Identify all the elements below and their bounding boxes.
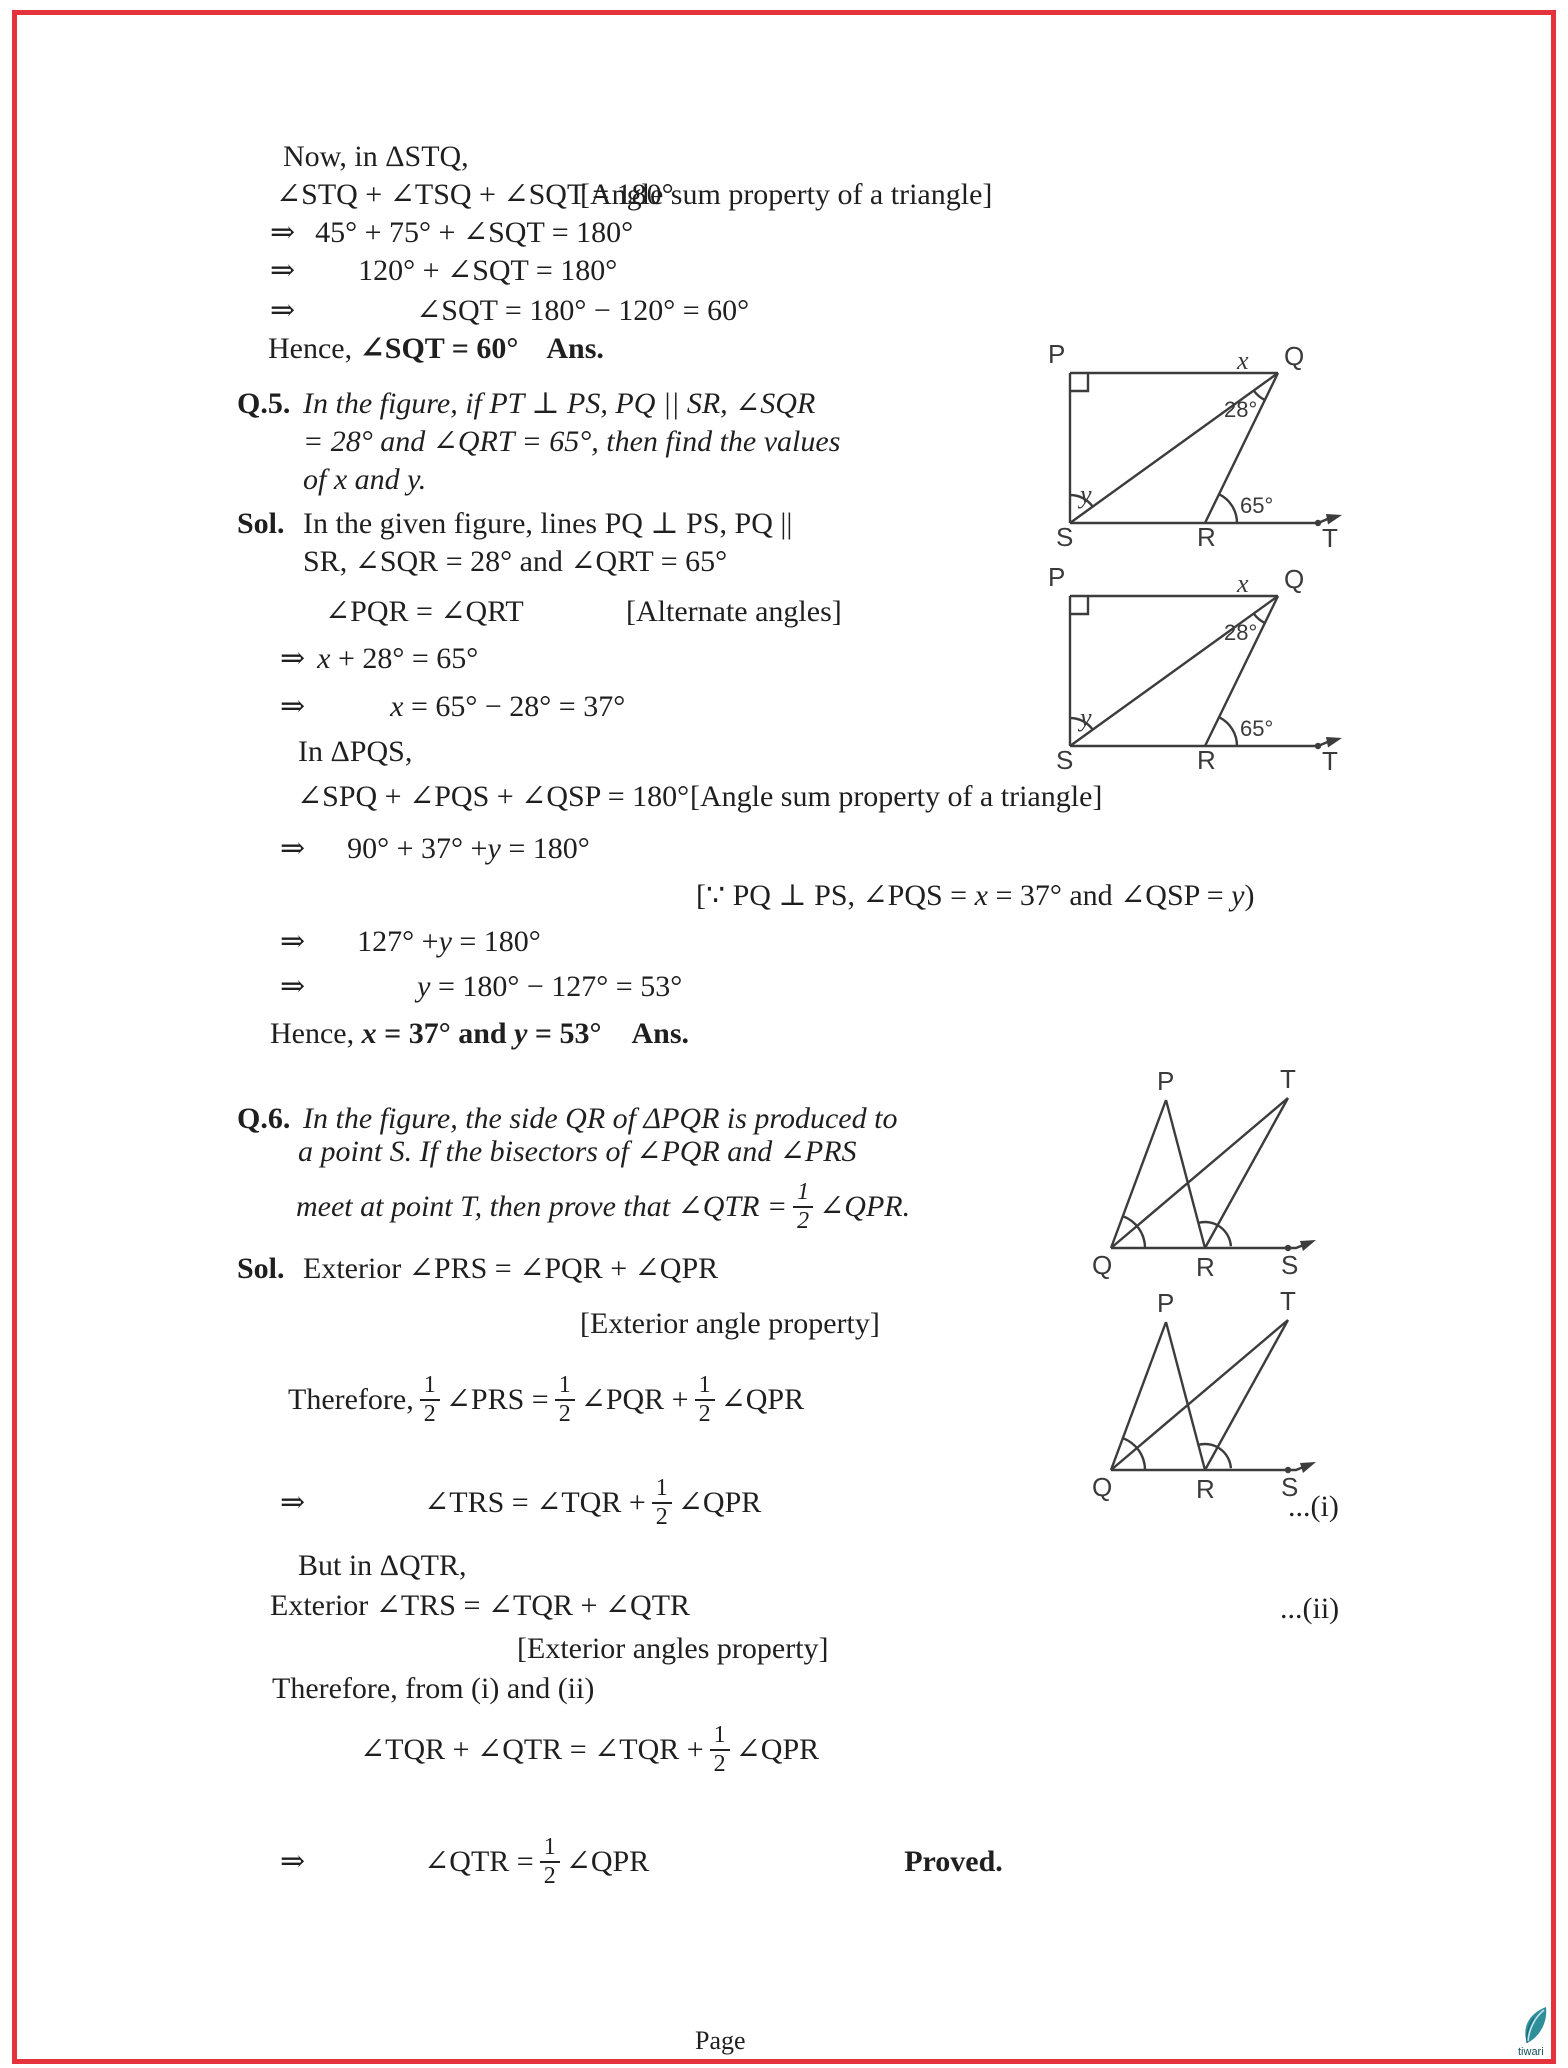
solution-line: But in ΔQTR, bbox=[298, 1549, 467, 1582]
vertex-label-q: Q bbox=[1284, 341, 1305, 371]
vertex-label-t: T bbox=[1322, 523, 1338, 548]
solution-line: SR, ∠SQR = 28° and ∠QRT = 65° bbox=[303, 545, 728, 578]
question-5 bbox=[237, 385, 815, 423]
solution-conclusion: Hence, ∠SQT = 60° Ans. bbox=[268, 332, 604, 365]
right-angle-mark bbox=[1070, 596, 1088, 614]
vertex-label-r: R bbox=[1197, 745, 1216, 771]
equation: + 28° = 65° bbox=[330, 642, 479, 675]
equation-note: [Exterior angle property] bbox=[580, 1307, 880, 1340]
solution-6 bbox=[237, 1250, 718, 1288]
vertex-label-p: P bbox=[1048, 339, 1066, 369]
page-footer-label: Page bbox=[695, 2026, 746, 2055]
implies-icon: ⇒ bbox=[280, 970, 306, 1003]
ans-label: Ans. bbox=[631, 1017, 690, 1050]
equation: ∠TQR + ∠QTR = ∠TQR + bbox=[360, 1733, 704, 1766]
q6-figure-svg bbox=[1078, 1070, 1353, 1280]
vertex-label-s: S bbox=[1281, 1472, 1299, 1502]
ray-arrowhead bbox=[1300, 1240, 1316, 1251]
leaf-logo-icon bbox=[1516, 2006, 1560, 2046]
question-text: meet at point T, then prove that ∠QTR = $\frac{1}{2}$ ∠QPR. bbox=[296, 1178, 911, 1234]
implies-icon: ⇒ bbox=[280, 832, 306, 865]
equation: ∠STQ + ∠TSQ + ∠SQT = 180° bbox=[276, 178, 674, 211]
ray-dot bbox=[1315, 743, 1321, 749]
vertex-label-t: T bbox=[1280, 1292, 1296, 1316]
solution-line: Therefore, $\frac{1}{2}$ ∠PRS = $\frac{1}{2}$ ∠PQR + $\frac{1}{2}$ ∠QPR bbox=[288, 1371, 805, 1427]
implies-icon: ⇒ bbox=[280, 690, 306, 723]
solution-line: ⇒ x + 28° = 65° bbox=[280, 640, 478, 678]
fraction-half: $\frac{1}{2}$ bbox=[652, 1476, 672, 1530]
q5-figure-2 bbox=[1040, 556, 1345, 771]
question-number: Q.5. bbox=[237, 387, 291, 420]
solution-5 bbox=[237, 505, 792, 543]
equation: ∠TRS = ∠TQR + bbox=[424, 1486, 646, 1519]
implies-icon: ⇒ bbox=[280, 1845, 306, 1878]
angle-x-label: x bbox=[1237, 569, 1249, 598]
vertex-label-s: S bbox=[1056, 745, 1074, 771]
vertex-label-s: S bbox=[1056, 522, 1074, 548]
fraction-half: $\frac{1}{2}$ bbox=[420, 1373, 440, 1427]
fraction-half: $\frac{1}{2}$ bbox=[793, 1180, 813, 1234]
solution-line bbox=[270, 1587, 690, 1625]
equation-ref-ii: ...(ii) bbox=[1280, 1592, 1340, 1625]
vertex-label-t: T bbox=[1280, 1070, 1296, 1094]
fraction-half: $\frac{1}{2}$ bbox=[555, 1373, 575, 1427]
fraction-half: $\frac{1}{2}$ bbox=[540, 1835, 560, 1889]
implies-icon: ⇒ bbox=[270, 254, 296, 287]
equation-note: [Angle sum property of a triangle] bbox=[580, 178, 993, 211]
fraction-half: $\frac{1}{2}$ bbox=[695, 1373, 715, 1427]
solution-line bbox=[270, 292, 749, 330]
angle-28-label: 28° bbox=[1224, 397, 1258, 422]
right-angle-mark bbox=[1070, 373, 1088, 391]
vertex-label-q: Q bbox=[1092, 1472, 1113, 1502]
equation: ∠SQT = 180° − 120° = 60° bbox=[416, 294, 750, 327]
solution-line bbox=[283, 138, 469, 176]
vertex-label-s: S bbox=[1281, 1250, 1299, 1280]
implies-icon: ⇒ bbox=[280, 925, 306, 958]
implies-icon: ⇒ bbox=[280, 1486, 306, 1519]
equation: Exterior ∠TRS = ∠TQR + ∠QTR bbox=[270, 1589, 691, 1622]
solution-line: Therefore, from (i) and (ii) bbox=[272, 1672, 595, 1705]
angle-65-label: 65° bbox=[1240, 493, 1274, 518]
question-text: of x and y. bbox=[303, 463, 427, 496]
angle-y-label: y bbox=[1080, 480, 1092, 509]
solution-line bbox=[270, 214, 633, 252]
ray-qrs bbox=[1111, 1466, 1306, 1470]
ray-dot bbox=[1315, 520, 1321, 526]
question-text: = 28° and ∠QRT = 65°, then find the values bbox=[303, 425, 841, 458]
equation-note: [Exterior angles property] bbox=[517, 1632, 829, 1665]
vertex-label-p: P bbox=[1157, 1070, 1175, 1096]
equation: = 180° − 127° = 53° bbox=[430, 970, 683, 1003]
ray-qrs bbox=[1111, 1244, 1306, 1248]
equation: 127° + bbox=[357, 925, 439, 958]
sol-label: Sol. bbox=[237, 1252, 285, 1285]
solution-line: ⇒ ∠TRS = ∠TQR + $\frac{1}{2}$ ∠QPR bbox=[280, 1474, 762, 1530]
equation: ∠QTR = bbox=[424, 1845, 534, 1878]
angle-y-label: y bbox=[1080, 703, 1092, 732]
angle-arc-r bbox=[1219, 494, 1237, 523]
vertex-label-t: T bbox=[1322, 746, 1338, 771]
vertex-label-p: P bbox=[1048, 562, 1066, 592]
vertex-label-r: R bbox=[1197, 522, 1216, 548]
question-text: In the figure, the side QR of ΔPQR is produced to bbox=[303, 1102, 898, 1135]
text: In the given figure, lines PQ ⊥ PS, PQ || bbox=[303, 507, 793, 540]
vertex-label-r: R bbox=[1196, 1252, 1215, 1280]
vertex-label-q: Q bbox=[1092, 1250, 1113, 1280]
solution-line: In ΔPQS, bbox=[298, 735, 413, 768]
equation: Exterior ∠PRS = ∠PQR + ∠QPR bbox=[303, 1252, 719, 1285]
solution-line bbox=[325, 593, 524, 631]
angle-arc-r bbox=[1219, 717, 1237, 746]
q5-figure-svg bbox=[1040, 333, 1345, 548]
q5-figure-1 bbox=[1040, 333, 1345, 548]
equation: ∠SPQ + ∠PQS + ∠QSP = 180° bbox=[297, 780, 690, 813]
vertex-label-q: Q bbox=[1284, 564, 1305, 594]
proved-label: Proved. bbox=[904, 1845, 1003, 1878]
equation: = 65° − 28° = 37° bbox=[403, 690, 626, 723]
solution-conclusion: Hence, x = 37° and y = 53° Ans. bbox=[270, 1017, 690, 1050]
equation: 120° + ∠SQT = 180° bbox=[358, 254, 618, 287]
solution-line: ⇒ 127° +y = 180° bbox=[280, 923, 541, 961]
vertex-label-p: P bbox=[1157, 1292, 1175, 1318]
angle-x-label: x bbox=[1237, 346, 1249, 375]
equation: 90° + 37° + bbox=[347, 832, 488, 865]
solution-line: ⇒ x = 65° − 28° = 37° bbox=[280, 688, 625, 726]
solution-line bbox=[297, 778, 689, 816]
equation-ref-i: ...(i) bbox=[1288, 1490, 1339, 1523]
ray-arrowhead bbox=[1300, 1462, 1316, 1473]
logo-caption: tiwari bbox=[1518, 2046, 1544, 2058]
equation: ∠PQR = ∠QRT bbox=[325, 595, 524, 628]
solution-line bbox=[270, 252, 617, 290]
vertex-label-r: R bbox=[1196, 1474, 1215, 1502]
text: Now, in ΔSTQ, bbox=[283, 140, 469, 173]
sol-label: Sol. bbox=[237, 507, 285, 540]
q5-figure-svg bbox=[1040, 556, 1345, 771]
equation: 45° + 75° + ∠SQT = 180° bbox=[315, 216, 634, 249]
implies-icon: ⇒ bbox=[270, 216, 296, 249]
publisher-logo bbox=[1516, 2006, 1564, 2064]
q6-figure-2 bbox=[1078, 1292, 1353, 1502]
fraction-half: $\frac{1}{2}$ bbox=[710, 1723, 730, 1777]
question-text: a point S. If the bisectors of ∠PQR and ∠PRS bbox=[298, 1135, 857, 1168]
result: ∠SQT = 60° bbox=[359, 332, 519, 365]
question-number: Q.6. bbox=[237, 1102, 291, 1135]
q6-figure-1 bbox=[1078, 1070, 1353, 1280]
solution-line: ∠TQR + ∠QTR = ∠TQR + $\frac{1}{2}$ ∠QPR bbox=[360, 1721, 820, 1777]
equation-note: [∵ PQ ⊥ PS, ∠PQS = x = 37° and ∠QSP = y) bbox=[696, 879, 1255, 912]
equation-note: [Angle sum property of a triangle] bbox=[690, 780, 1103, 813]
angle-65-label: 65° bbox=[1240, 716, 1274, 741]
ans-label: Ans. bbox=[546, 332, 604, 365]
solution-line: ⇒ y = 180° − 127° = 53° bbox=[280, 968, 682, 1006]
equation-note: [Alternate angles] bbox=[626, 595, 842, 628]
solution-line: ⇒ 90° + 37° +y = 180° bbox=[280, 830, 590, 868]
q6-figure-svg bbox=[1078, 1292, 1353, 1502]
question-text: In the figure, if PT ⊥ PS, PQ || SR, ∠SQR bbox=[303, 387, 816, 420]
implies-icon: ⇒ bbox=[280, 642, 306, 675]
implies-icon: ⇒ bbox=[270, 294, 296, 327]
angle-28-label: 28° bbox=[1224, 620, 1258, 645]
solution-conclusion: ⇒ ∠QTR = $\frac{1}{2}$ ∠QPR Proved. bbox=[280, 1833, 1003, 1889]
